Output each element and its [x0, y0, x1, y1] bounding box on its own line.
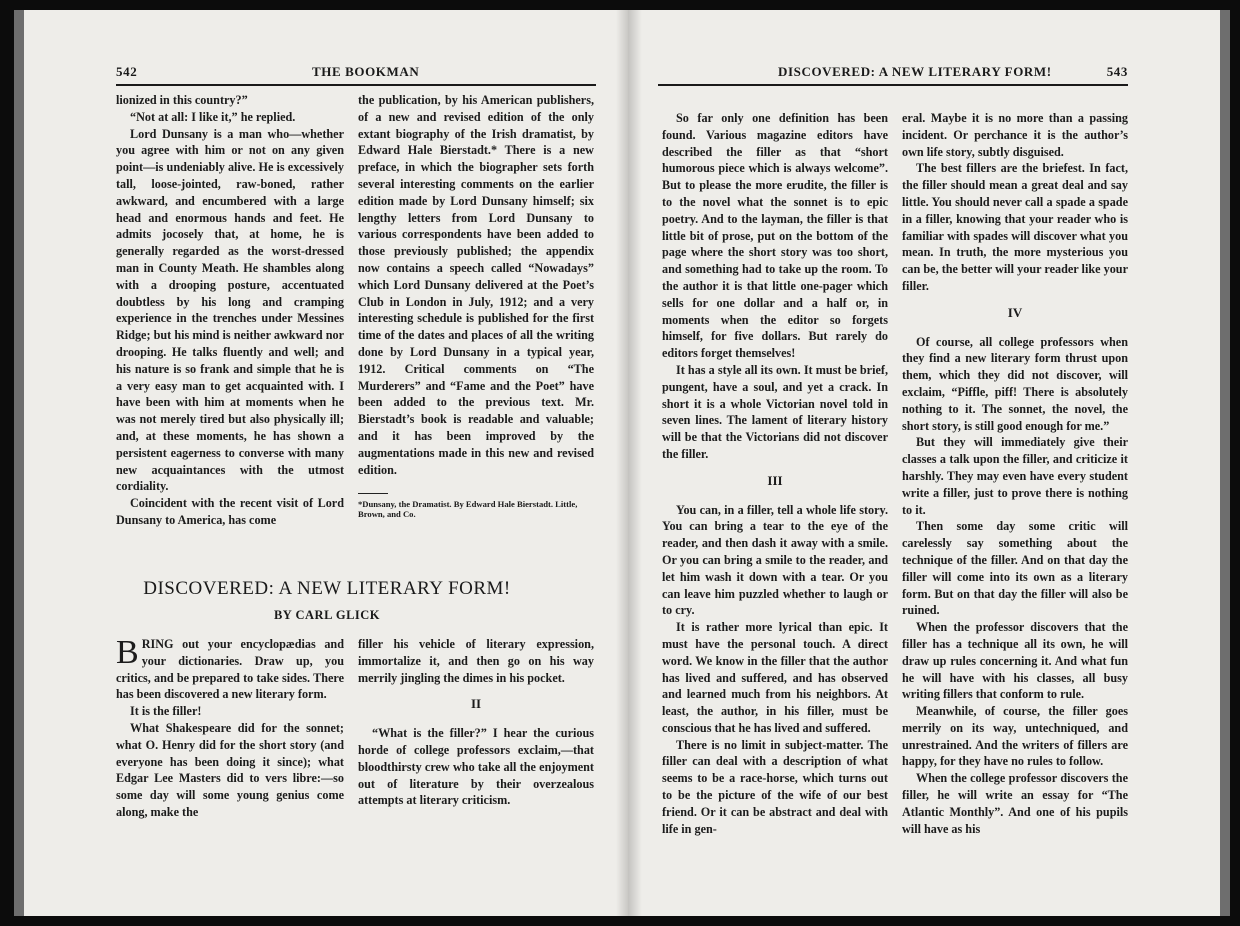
right-column-1 [662, 110, 888, 837]
paragraph: But they will immediately give their classes a talk upon the filler, and criticize it harshly. They may even have every student write a filler, just to prove there is nothing to it. [902, 435, 1128, 517]
right-page-number: 543 [1106, 64, 1128, 79]
paragraph: “What is the filler?” I hear the curious horde of college professors exclaim,—that bloodthirsty crew who take all the enjoyment out of literature by their overzealous attempts at literary criticism. [358, 726, 594, 808]
paragraph: It is the filler! [130, 704, 202, 719]
paragraph: When the professor discovers that the filler has a technique all its own, he will draw up rules concerning it. And what fun he will have with his classes, all busy writing fillers that conform to rule. [902, 620, 1128, 702]
right-gutter-shadow [628, 10, 642, 916]
paragraph: The best fillers are the briefest. In fact, the filler should mean a great deal and say little. You should never call a spade a spade in a filler, knowing that your reader who is familiar with spades will discover what you mean. In truth, the more mysterious you can be, the better will your reader like your filler. [902, 161, 1128, 293]
left-running-head [116, 62, 596, 86]
paragraph: Coincident with the recent visit of Lord Dunsany to America, has come [116, 496, 344, 527]
section-heading-iii: III [767, 472, 783, 488]
paragraph: It has a style all its own. It must be brief, pungent, have a soul, and yet a crack. In short it is a whole Victorian novel told in seven lines. The lament of literary history will be that the Victorians did not discover the filler. [662, 362, 888, 461]
left-page-number: 542 [116, 64, 138, 79]
left-running-title: THE BOOKMAN [312, 64, 420, 79]
paragraph: “Not at all: I like it,” he replied. [130, 109, 296, 124]
footnote-text: *Dunsany, the Dramatist. By Edward Hale Bierstadt. Little, Brown, and Co. [358, 499, 578, 519]
paragraph: the publication, by his American publishers, of a new and revised edition of the only extant biography of the Irish dramatist, by Edward Hale Bierstadt.* There is a new preface, in which the biographer sets forth several interesting comments on the earlier edition made by Lord Dunsany himself; six lengthy letters from Lord Dunsany to various correspondents have been added to those previously published; the appendix now contains a speech called “Nowadays” which Lord Dunsany delivered at the Poet’s Club in London in July, 1912; and a very interesting schedule is published for the first time of the dates and places of all the writing done by Lord Dunsany in a typical year, 1912. Critical comments on “The Murderers” and “Fame and the Poet” have been added to the previous text. Mr. Bierstadt’s book is readable and valuable; and it has been improved by the augmentations made in this new and revised edition. [358, 93, 594, 477]
right-running-title: DISCOVERED: A NEW LITERARY FORM! [778, 64, 1052, 79]
article-title: DISCOVERED: A NEW LITERARY FORM! [143, 578, 511, 599]
paragraph: eral. Maybe it is no more than a passing incident. Or perchance it is the author’s own life story, subtly disguised. [902, 111, 1128, 159]
article-byline: BY CARL GLICK [273, 608, 381, 622]
drop-cap: B [116, 634, 139, 671]
paragraph: Of course, all college professors when they find a new literary form thrust upon them, which they did not discover, will exclaim, “Piffle, piff! There is absolutely nothing to it. The sonnet, the novel, the short story, is still good enough for me.” [902, 334, 1128, 433]
paragraph: Then some day some critic will carelessly say something about the technique of the filler. And on that day the filler will come into its own as a literary form. But on that day the filler will also be ruined. [902, 519, 1128, 618]
paragraph: Meanwhile, of course, the filler goes merrily on its way, untechniqued, and unrestrained. And the writers of fillers are happy, for they have no rules to follow. [902, 704, 1128, 769]
left-column-1 [116, 92, 344, 529]
paragraph: So far only one definition has been found. Various magazine editors have described the filler as that “short humorous piece which is always welcome”. But to please the more erudite, the filler is to the novel what the sonnet is to epic poetry. And to the layman, the filler is that little bit of prose, put on the bottom of the page where the short story was too short, and something had to take up the room. To the author it is that little one-pager which sells for one dollar and a half or, in moments when the editor so forgets himself, for five dollars. But rarely do editors forget themselves! [662, 111, 888, 361]
article-column-2 [358, 636, 594, 809]
paragraph: What Shakespeare did for the sonnet; what O. Henry did for the short story (and everyone has been doing it since); what Edgar Lee Masters did to vers libre:—so some day will some young genius come along, make the [116, 720, 344, 819]
paragraph: When the college professor discovers the filler, he will write an essay for “The Atlantic Monthly”. And one of his pupils will have as his [902, 771, 1128, 836]
right-column-2 [902, 110, 1128, 837]
footnote [358, 493, 594, 519]
section-heading-iv: IV [1007, 304, 1023, 320]
footnote-rule [358, 493, 388, 494]
paragraph: It is rather more lyrical than epic. It must have the personal touch. A direct word. We know in the filler that the author has lived and suffered, and has observed and learned much from his neighbors. At least, the author, in his filler, must be conscious that he has lived and suffered. [662, 620, 888, 735]
paragraph: There is no limit in subject-matter. The filler can deal with a description of what seems to be a race-horse, which turns out to be the picture of the wife of our best friend. Or it can be abstract and deal with life in gen- [662, 737, 888, 836]
paragraph: lionized in this country?” [116, 93, 248, 107]
paragraph: Lord Dunsany is a man who—whether you agree with him or not on any given point—is undeniably alive. He is excessively tall, loose-jointed, raw-boned, rather awkward, and encumbered with a large head and enormous hands and feet. He admits jocosely that, at home, he is generally regarded as the worst-dressed man in County Meath. He shambles along with a drooping posture, accentuated doubtless by his long and cramping experience in the trenches under Messines Ridge; but his mind is neither awkward nor drooping. He talks fluently and well; and his nature is so frank and simple that he is a very easy man to get acquainted with. I have been with him at moments when he was not merely tired but also physically ill; and, at these moments, he has shown a persistent eagerness to converse with many new acquaintances with the utmost cordiality. [116, 126, 344, 494]
right-page [628, 10, 1230, 916]
paragraph: filler his vehicle of literary expression, immortalize it, and then go on his way merrily jingling the dimes in his pocket. [358, 637, 594, 685]
right-running-head [658, 62, 1128, 86]
paragraph: You can, in a filler, tell a whole life story. You can bring a tear to the eye of the reader, and then dash it away with a smile. Or you can bring a smile to the reader, and let him wash it down with a tear. Or you can leave him puzzled whether to laugh or to cry. [662, 502, 888, 618]
left-page [14, 10, 630, 916]
left-column-2 [358, 92, 594, 478]
article-column-1 [116, 636, 344, 821]
paragraph: RING out your encyclopædias and your dictionaries. Draw up, you critics, and be prepared to take sides. There has been discovered a new literary form. [116, 637, 344, 702]
section-heading-ii: II [470, 696, 482, 712]
